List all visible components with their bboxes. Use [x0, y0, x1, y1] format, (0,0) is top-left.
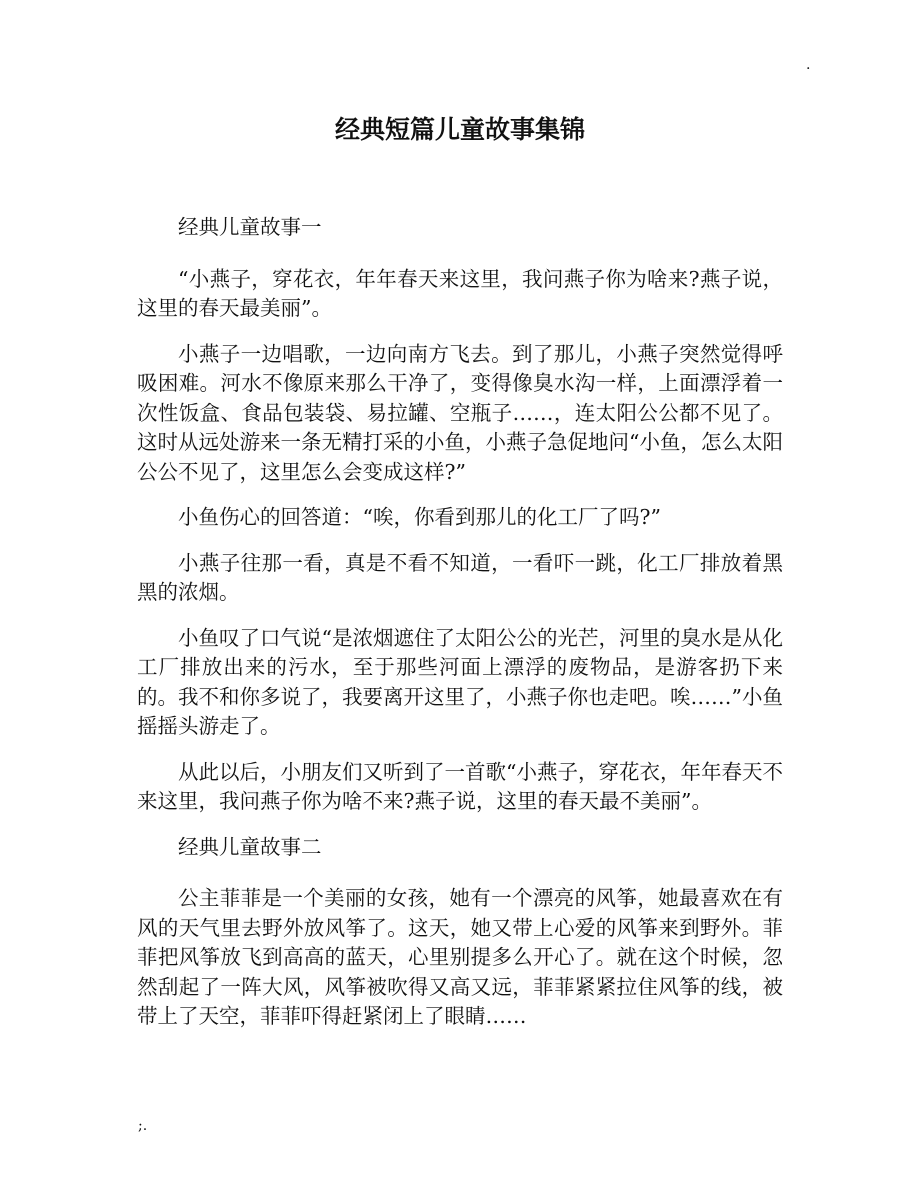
- section-heading-story-2: 经典儿童故事二: [178, 834, 322, 859]
- paragraph: “小燕子，穿花衣，年年春天来这里，我问燕子你为啥来?燕子说，这里的春天最美丽”。: [137, 266, 783, 320]
- paragraph: 小燕子往那一看，真是不看不知道，一看吓一跳，化工厂排放着黑黑的浓烟。: [137, 550, 783, 604]
- paragraph: 小燕子一边唱歌，一边向南方飞去。到了那儿，小燕子突然觉得呼吸困难。河水不像原来那么干净了，变得像臭水沟一样，上面漂浮着一次性饭盒、食品包装袋、易拉罐、空瓶子……，连太阳公公都不见了。这时从远处游来一条无精打采的小鱼，小燕子急促地问“小鱼，怎么太阳公公不见了，这里怎么会变成这样?”: [137, 341, 783, 484]
- footer-mark: ;.: [138, 1118, 148, 1134]
- paragraph: 小鱼叹了口气说“是浓烟遮住了太阳公公的光芒，河里的臭水是从化工厂排放出来的污水，至于那些河面上漂浮的废物品，是游客扔下来的。我不和你多说了，我要离开这里了，小燕子你也走吧。唉……”小鱼摇摇头游走了。: [137, 625, 783, 738]
- document-title: 经典短篇儿童故事集锦: [334, 115, 585, 144]
- paragraph: 从此以后，小朋友们又听到了一首歌“小燕子，穿花衣，年年春天不来这里，我问燕子你为啥不来?燕子说，这里的春天最不美丽”。: [137, 759, 783, 813]
- header-corner-mark: .: [806, 57, 811, 73]
- paragraph: 小鱼伤心的回答道：“唉，你看到那儿的化工厂了吗?”: [178, 505, 661, 529]
- document-body: [137, 213, 783, 1048]
- section-heading-story-1: 经典儿童故事一: [178, 215, 322, 239]
- paragraph: 公主菲菲是一个美丽的女孩，她有一个漂亮的风筝，她最喜欢在有风的天气里去野外放风筝了。这天，她又带上心爱的风筝来到野外。菲菲把风筝放飞到高高的蓝天，心里别提多么开心了。就在这个时候，忽然刮起了一阵大风，风筝被吹得又高又远，菲菲紧紧拉住风筝的线，被带上了天空，菲菲吓得赶紧闭上了眼睛……: [137, 886, 783, 1028]
